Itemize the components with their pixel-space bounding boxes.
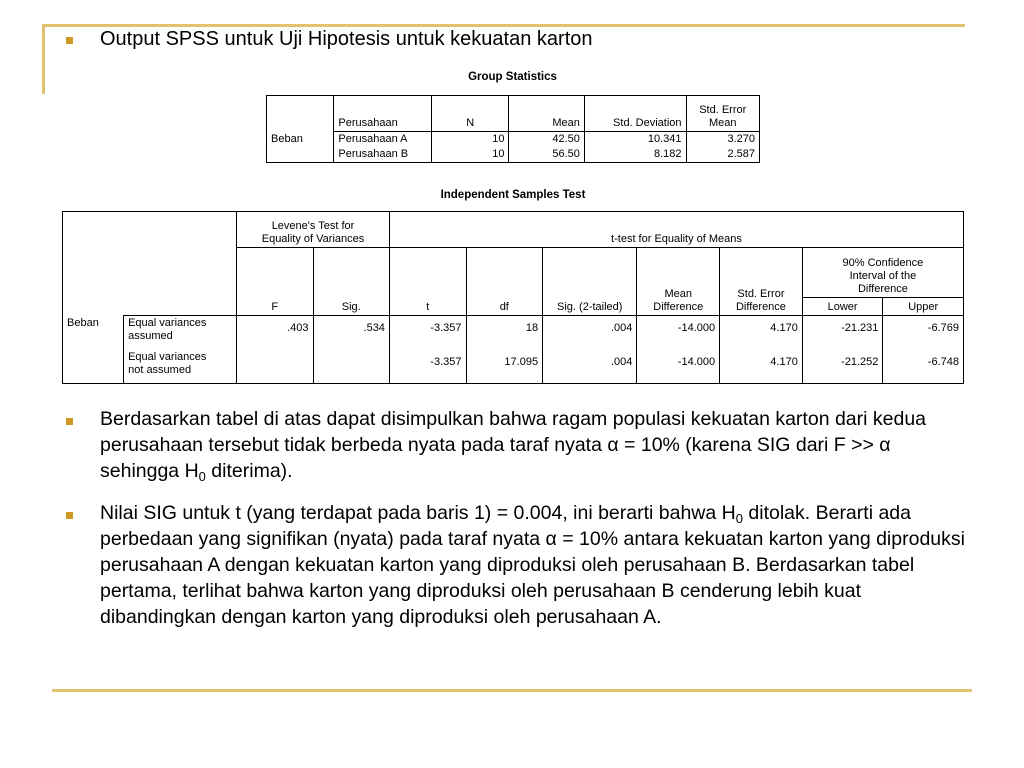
row-label: Equal variances not assumed: [124, 350, 237, 384]
header-f: F: [237, 248, 313, 316]
paragraph-2: Nilai SIG untuk t (yang terdapat pada baris 1) = 0.004, ini berarti bahwa $H_0$ ditolak. Berarti ada perbedaan yang signifikan (nyata) pada taraf nyata α = 10% antara kekuatan karton yang diproduksi perusahaan A dengan kekuatan karton yang diproduksi oleh perusahaan B. Berdasarkan tabel pertama, terlihat bahwa karton yang diproduksi oleh perusahaan B cenderung lebih kuat dibandingkan dengan karton yang diproduksi oleh perusahaan A.: [100, 502, 965, 628]
slide-left-rule: [42, 24, 45, 94]
header-n: N: [432, 96, 509, 132]
slide-title-bullet: Output SPSS untuk Uji Hipotesis untuk kekuatan karton: [100, 28, 593, 50]
header-upper: Upper: [883, 298, 964, 316]
header-ttest: t-test for Equality of Means: [389, 212, 963, 248]
table-row: Equal variances not assumed -3.357 17.095 .004 -14.000 4.170 -21.252 -6.748: [63, 350, 964, 384]
header-sig: Sig.: [313, 248, 389, 316]
group-var-label: Beban: [63, 316, 124, 350]
header-ci: 90% Confidence Interval of the Difference: [802, 248, 963, 298]
header-mean-diff: Mean Difference: [637, 248, 720, 316]
bullet-square-icon: [66, 512, 73, 519]
group-var-label: Beban: [267, 132, 334, 148]
header-mean: Mean: [509, 96, 584, 132]
header-sig2: Sig. (2-tailed): [543, 248, 637, 316]
table-row: Perusahaan B 10 56.50 8.182 2.587: [267, 147, 760, 163]
header-df: df: [466, 248, 543, 316]
slide-bottom-rule: [52, 689, 972, 692]
table-row: Beban Perusahaan A 10 42.50 10.341 3.270: [267, 132, 760, 148]
table-row: Beban Equal variances assumed .403 .534 -3.357 18 .004 -14.000 4.170 -21.231 -6.769: [63, 316, 964, 350]
header-empty: [63, 212, 237, 316]
header-std-dev: Std. Deviation: [584, 96, 686, 132]
ind-test-title: Independent Samples Test: [440, 189, 586, 201]
paragraph-1: Berdasarkan tabel di atas dapat disimpulkan bahwa ragam populasi kekuatan karton dari kedua perusahaan tersebut tidak berbeda nyata pada taraf nyata α = 10% (karena SIG dari F >> α sehingga $H_0$ diterima).: [100, 408, 927, 484]
header-empty: [267, 96, 334, 132]
header-lower: Lower: [802, 298, 883, 316]
header-std-err-diff: Std. Error Difference: [720, 248, 803, 316]
header-perusahaan: Perusahaan: [334, 96, 432, 132]
ind-test-table: [62, 211, 964, 384]
header-t: t: [389, 248, 466, 316]
group-stats-title: Group Statistics: [468, 71, 557, 83]
group-stats-table: [266, 95, 760, 163]
row-label: Equal variances assumed: [124, 316, 237, 350]
header-levene: Levene's Test for Equality of Variances: [237, 212, 390, 248]
header-std-err: Std. Error Mean: [686, 96, 759, 132]
bullet-square-icon: [66, 418, 73, 425]
bullet-square-icon: [66, 37, 73, 44]
